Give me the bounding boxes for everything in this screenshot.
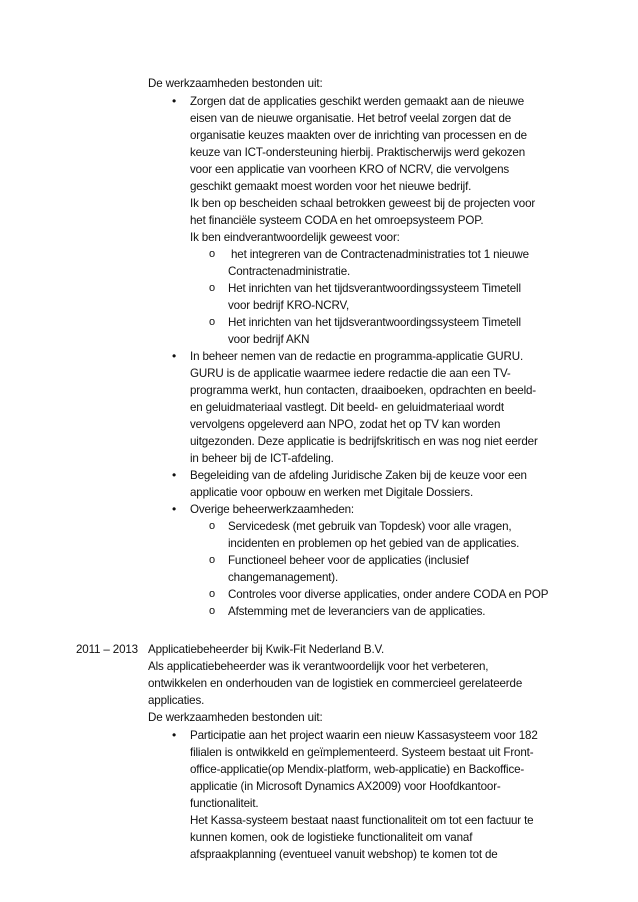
sub-bullet: o <box>209 588 216 600</box>
sub-item-line: Afstemming met de leveranciers van de applicaties. <box>228 605 486 618</box>
bullet-1-line: het financiële systeem CODA en het omroepsysteem POP. <box>190 214 484 227</box>
sub-item-line: voor bedrijf KRO-NCRV, <box>228 299 350 312</box>
bullet-3-line: Begeleiding van de afdeling Juridische Zaken bij de keuze voor een <box>190 469 527 482</box>
bullet-1-line: keuze van ICT-ondersteuning hierbij. Praktischerwijs werd gekozen <box>190 146 526 159</box>
bullet-2: • <box>172 349 177 363</box>
job-description-line: Als applicatiebeheerder was ik verantwoordelijk voor het verbeteren, <box>148 660 489 673</box>
bullet-5: • <box>172 728 177 742</box>
bullet-5-line: afspraakplanning (eventueel vanuit webshop) te komen tot de <box>190 848 498 861</box>
bullet-5-line: office-applicatie(op Mendix-platform, web-applicatie) en Backoffice- <box>190 763 525 776</box>
bullet-5-line: kunnen komen, ook de logistieke functionaliteit om vanaf <box>190 831 473 844</box>
bullet-1-line: organisatie keuzes maakten over de inrichting van processen en de <box>190 129 527 142</box>
sub-bullet: o <box>209 248 216 260</box>
bullet-3: • <box>172 468 177 482</box>
sub-item-line: het integreren van de Contractenadministraties tot 1 nieuwe <box>231 248 529 261</box>
bullet-2-line: GURU is de applicatie waarmee iedere redactie die aan een TV- <box>190 367 511 380</box>
bullet-3-line: applicatie voor opbouw en werken met Digitale Dossiers. <box>190 486 474 499</box>
bullet-5-line: Het Kassa-systeem bestaat naast functionaliteit om tot een factuur te <box>190 814 534 827</box>
bullet-2-line: In beheer nemen van de redactie en programma-applicatie GURU. <box>190 350 524 363</box>
bullet-5-line: functionaliteit. <box>190 797 259 810</box>
sub-bullet: o <box>209 605 216 617</box>
bullet-1-line: Ik ben op bescheiden schaal betrokken geweest bij de projecten voor <box>190 197 536 210</box>
bullet-5-line: applicatie (in Microsoft Dynamics AX2009) voor Hoofdkantoor- <box>190 780 501 793</box>
bullet-2-line: programma werkt, hun contacten, draaiboeken, opdrachten en beeld- <box>190 384 537 397</box>
sub-item-line: Contractenadministratie. <box>228 265 351 278</box>
intro-text-1: De werkzaamheden bestonden uit: <box>148 77 323 90</box>
sub-item-line: Servicedesk (met gebruik van Topdesk) voor alle vragen, <box>228 520 512 533</box>
bullet-1-line: voor een applicatie van voorheen KRO of NCRV, die vervolgens <box>190 163 510 176</box>
sub-item-line: Controles voor diverse applicaties, onder andere CODA en POP <box>228 588 549 601</box>
bullet-1: • <box>172 94 177 108</box>
sub-item-line: changemanagement). <box>228 571 339 584</box>
sub-item-line: Functioneel beheer voor de applicaties (inclusief <box>228 554 469 567</box>
bullet-1-line: eisen van de nieuwe organisatie. Het betrof veelal zorgen dat de <box>190 112 512 125</box>
sub-bullet: o <box>209 520 216 532</box>
sub-bullet: o <box>209 316 216 328</box>
bullet-1-line: Zorgen dat de applicaties geschikt werden gemaakt aan de nieuwe <box>190 95 525 108</box>
sub-item-line: Het inrichten van het tijdsverantwoordingssysteem Timetell <box>228 316 521 329</box>
sub-item-line: Het inrichten van het tijdsverantwoordingssysteem Timetell <box>228 282 521 295</box>
job-title: Applicatiebeheerder bij Kwik-Fit Nederland B.V. <box>148 643 385 656</box>
bullet-2-line: en geluidmateriaal vastlegt. Dit beeld- en geluidmateriaal wordt <box>190 401 504 414</box>
job-description-line: applicaties. <box>148 694 205 707</box>
bullet-5-line: Participatie aan het project waarin een nieuw Kassasysteem voor 182 <box>190 729 538 742</box>
bullet-1-line: geschikt gemaakt moest worden voor het nieuwe bedrijf. <box>190 180 472 193</box>
bullet-2-line: vervolgens opgeleverd aan NPO, zodat het op TV kan worden <box>190 418 501 431</box>
bullet-4-head: Overige beheerwerkzaamheden: <box>190 503 355 516</box>
intro-text-2: De werkzaamheden bestonden uit: <box>148 711 323 724</box>
period-label: 2011 – 2013 <box>76 643 138 656</box>
bullet-5-line: filialen is ontwikkeld en geïmplementeerd. Systeem bestaat uit Front- <box>190 746 534 759</box>
job-description-line: ontwikkelen en onderhouden van de logistiek en commercieel gerelateerde <box>148 677 523 690</box>
sub-bullet: o <box>209 554 216 566</box>
sub-bullet: o <box>209 282 216 294</box>
bullet-2-line: in beheer bij de ICT-afdeling. <box>190 452 334 465</box>
bullet-1-line: Ik ben eindverantwoordelijk geweest voor: <box>190 231 400 244</box>
sub-item-line: voor bedrijf AKN <box>228 333 310 346</box>
sub-item-line: incidenten en problemen op het gebied van de applicaties. <box>228 537 520 550</box>
bullet-2-line: uitgezonden. Deze applicatie is bedrijfskritisch en was nog niet eerder <box>190 435 538 448</box>
bullet-4: • <box>172 502 177 516</box>
